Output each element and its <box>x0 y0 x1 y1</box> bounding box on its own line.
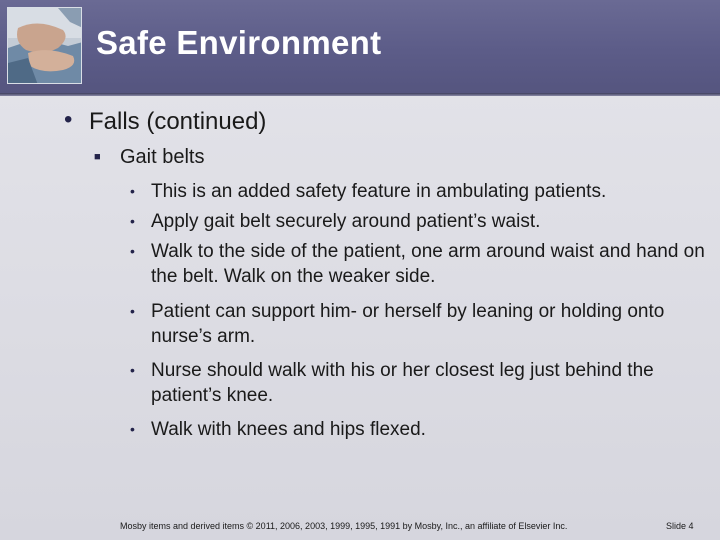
small-bullet-icon: • <box>130 303 135 319</box>
bullet-level3-text: This is an added safety feature in ambulating patients. <box>151 181 607 202</box>
small-bullet-icon: • <box>130 362 135 378</box>
small-bullet-icon: • <box>130 183 135 199</box>
round-bullet-icon: • <box>64 106 73 133</box>
small-bullet-icon: • <box>130 421 135 437</box>
bullet-level2-text: Gait belts <box>120 146 205 168</box>
bullet-level1-text: Falls (continued) <box>89 108 267 135</box>
copyright-footer: Mosby items and derived items © 2011, 2006, 2003, 1999, 1995, 1991 by Mosby, Inc., an affiliate of Elsevier Inc. <box>120 521 568 531</box>
slide-title: Safe Environment <box>96 24 382 61</box>
bullet-level3-text: Nurse should walk with his or her closest leg just behind the patient’s knee. <box>151 360 654 406</box>
small-bullet-icon: • <box>130 243 135 259</box>
bullet-level3-text: Walk with knees and hips flexed. <box>151 419 426 440</box>
slide-number: Slide 4 <box>666 521 694 531</box>
bullet-level3-text: Apply gait belt securely around patient’s waist. <box>151 211 541 232</box>
hands-photo-icon <box>7 7 82 84</box>
bullet-level3-text: Walk to the side of the patient, one arm around waist and hand on the belt. Walk on the weaker side. <box>151 241 705 287</box>
square-bullet-icon: ■ <box>94 151 101 163</box>
small-bullet-icon: • <box>130 213 135 229</box>
bullet-level3-text: Patient can support him- or herself by leaning or holding onto nurse’s arm. <box>151 301 665 347</box>
header-divider <box>0 93 720 96</box>
